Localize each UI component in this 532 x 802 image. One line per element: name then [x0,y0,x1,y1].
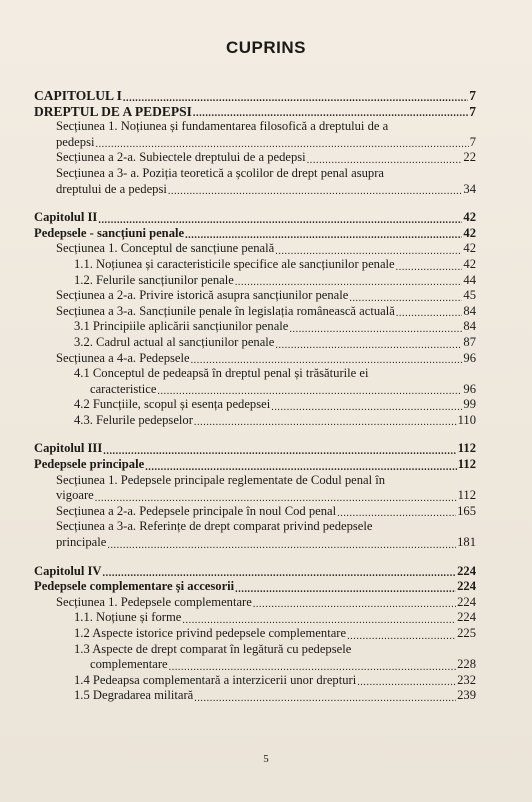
toc-entry-text: Capitolul II [34,210,98,225]
toc-entry [34,351,476,367]
toc-entry-text: Secțiunea 1. Pedepsele principale reglementate de Codul penal în [56,472,386,487]
toc-chapter [34,210,476,428]
toc-page-number: 232 [457,672,476,687]
toc-page-number: 165 [457,503,476,518]
toc-entry [34,626,476,642]
toc-entry-text: Pedepsele - sancțiuni penale [34,225,185,240]
toc-entry [34,673,476,689]
toc-page-number: 224 [457,563,476,578]
toc-entry-text: dreptului de a pedepsi [56,181,167,196]
toc-page-number: 99 [463,397,476,412]
toc-entry-text: 1.3 Aspecte de drept comparat în legătură cu pedepsele [74,641,352,656]
toc-entry [34,473,476,504]
dot-leader [357,675,456,685]
toc-entry-text: Secțiunea a 3-a. Sancțiunile penale în legislația românească actuală [56,303,395,318]
toc-entry-text: Secțiunea a 3-a. Referințe de drept comparat privind pedepsele [56,519,373,534]
dot-leader [182,613,456,623]
toc-entry-text: Secțiunea a 2-a. Privire istorică asupra sancțiunilor penale [56,288,349,303]
toc-entry [34,210,476,226]
toc-entry-text: 1.1. Noțiunea și caracteristicile specifice ale sancțiunilor penale [74,256,395,271]
toc-entry-text: DREPTUL DE A PEDEPSI [34,103,192,119]
toc-page-number: 42 [463,225,476,240]
toc-entry [34,226,476,242]
dot-leader [103,444,457,454]
toc-entry-text: Pedepsele complementare și accesorii [34,579,235,594]
dot-leader [95,137,468,147]
toc-entry-text: caracteristice [90,381,157,396]
dot-leader [289,322,462,332]
toc-entry-text: vigoare [56,488,94,503]
page-number: 5 [263,753,269,765]
toc-entry [34,166,476,197]
dot-leader [98,213,462,223]
toc-page-number: 96 [463,350,476,365]
dot-leader [235,582,456,592]
toc-entry [34,150,476,166]
toc-entry-text: Pedepsele principale [34,457,145,472]
dot-leader [191,353,463,363]
toc-entry-text: Capitolul IV [34,563,102,578]
toc-entry-text: CAPITOLUL I [34,88,122,103]
toc-entry [34,119,476,150]
toc-entry [34,688,476,704]
toc-entry-text: Secțiunea 1. Pedepsele complementare [56,594,252,609]
toc-entry-text: 4.2 Funcțiile, scopul și esența pedepsei [74,397,271,412]
dot-leader [194,415,457,425]
toc-entry-text: Secțiunea a 3- a. Poziția teoretică a școlilor de drept penal asupra [56,165,384,180]
dot-leader [194,691,456,701]
toc-entry [34,564,476,580]
toc-page-number: 34 [463,181,476,196]
dot-leader [275,338,462,348]
toc-page-number: 224 [457,579,476,594]
toc-page-number: 44 [463,272,476,287]
toc-entry [34,504,476,520]
dot-leader [349,291,462,301]
toc-page-number: 96 [463,381,476,396]
dot-leader [271,400,462,410]
toc-entry [34,610,476,626]
page-title: CUPRINS [225,38,306,57]
toc-entry [34,366,476,397]
dot-leader [107,538,456,548]
toc-page-number: 7 [469,134,476,149]
toc-page-number: 112 [457,457,476,472]
toc-entry [34,288,476,304]
dot-leader [347,629,456,639]
toc-entry [34,257,476,273]
dot-leader [95,491,457,501]
dot-leader [103,566,457,576]
toc-entry-text: Secțiunea a 2-a. Subiectele dreptului de a pedepsi [56,150,306,165]
toc-entry [34,519,476,550]
toc-entry [34,579,476,595]
toc-entry-text: pedepsi [56,134,95,149]
toc-entry-text: 4.3. Felurile pedepselor [74,412,193,427]
toc-page-number: 87 [463,334,476,349]
toc-entry-text: 1.2. Felurile sancțiunilor penale [74,272,234,287]
toc-entry [34,241,476,257]
toc-entry [34,335,476,351]
toc-entry-text: 1.1. Noțiune și forme [74,610,182,625]
toc-chapter [34,441,476,550]
toc-entry [34,457,476,473]
dot-leader [275,244,462,254]
toc-entry [34,595,476,611]
toc-page-number: 112 [457,488,476,503]
toc-entry-text: Secțiunea a 4-a. Pedepsele [56,350,190,365]
toc-page-number: 224 [457,610,476,625]
dot-leader [169,660,456,670]
dot-leader [235,275,463,285]
toc-page-number: 181 [457,535,476,550]
toc-entry-text: Secțiunea 1. Noțiunea și fundamentarea filosofică a dreptului de a [56,119,389,134]
toc-entry [34,273,476,289]
dot-leader [396,306,463,316]
toc-entry-text: complementare [90,657,168,672]
toc-entry-text: 3.2. Cadrul actual al sancțiunilor penale [74,334,275,349]
toc-entry [34,304,476,320]
toc-page-number: 224 [457,594,476,609]
dot-leader [185,228,462,238]
toc-entry-text: 1.2 Aspecte istorice privind pedepsele complementare [74,626,347,640]
toc-page-number: 239 [457,688,476,703]
toc-entry [34,413,476,429]
toc-page-number: 84 [463,303,476,318]
toc-entry-text: Secțiunea a 2-a. Pedepsele principale în noul Cod penal [56,503,337,518]
toc-page-number: 42 [463,210,476,225]
toc-entry-text: Secțiunea 1. Conceptul de sancțiune penală [56,241,275,256]
dot-leader [396,260,463,270]
toc-entry-text: 1.4 Pedeapsa complementară a interzicerii unor drepturi [74,672,357,687]
table-of-contents [34,88,476,704]
toc-chapter [34,88,476,197]
toc-entry [34,441,476,457]
toc-entry-text: Capitolul III [34,441,103,456]
toc-page-number: 84 [463,319,476,334]
toc-entry [34,319,476,335]
dot-leader [253,597,456,607]
dot-leader [307,153,463,163]
dot-leader [168,184,463,194]
toc-page-number: 225 [457,626,476,640]
toc-page-number: 22 [463,150,476,165]
toc-page-number: 45 [463,288,476,303]
toc-page-number: 7 [469,88,476,103]
dot-leader [157,384,462,394]
toc-entry-text: 1.5 Degradarea militară [74,688,194,703]
toc-page-number: 112 [457,441,476,456]
toc-entry [34,642,476,673]
toc-entry-text: 4.1 Conceptul de pedeapsă în dreptul penal și trăsăturile ei [74,366,369,381]
toc-entry [34,88,476,104]
toc-page-number: 110 [457,412,476,427]
toc-page-number: 42 [463,241,476,256]
dot-leader [337,506,456,516]
toc-page-number: 42 [463,256,476,271]
toc-entry [34,397,476,413]
toc-chapter [34,564,476,704]
toc-entry-text: principale [56,535,107,550]
dot-leader [145,460,457,470]
toc-entry [34,104,476,120]
dot-leader [123,91,468,101]
toc-page-number: 228 [457,657,476,672]
toc-page-number: 7 [469,103,476,119]
toc-entry-text: 3.1 Principiile aplicării sancțiunilor penale [74,319,289,334]
dot-leader [193,106,468,116]
